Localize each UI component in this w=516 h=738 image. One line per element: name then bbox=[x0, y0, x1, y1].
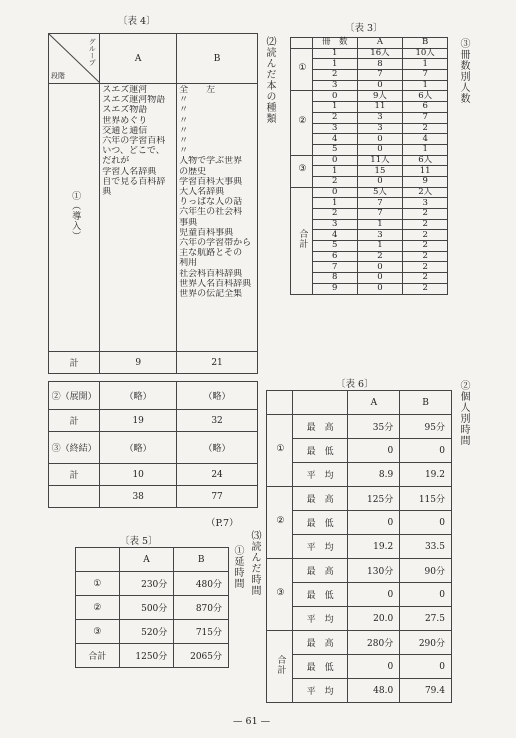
table5-cell: ② bbox=[76, 596, 120, 620]
table3-row bbox=[291, 251, 448, 262]
table3-cell: 1 bbox=[357, 241, 403, 252]
book-title-b: 児童百科事典 bbox=[179, 227, 234, 238]
table3-cell: 3 bbox=[357, 123, 403, 134]
table6-row bbox=[267, 655, 452, 679]
table6-cell: 19.2 bbox=[400, 463, 452, 487]
table3-cell: 1 bbox=[312, 48, 357, 59]
table4-grand-b: 77 bbox=[177, 486, 258, 508]
table3-caption: 〔表 3〕 bbox=[345, 23, 383, 34]
table3-cell: 1 bbox=[357, 219, 403, 230]
table6-cell: 最 高 bbox=[292, 631, 348, 655]
table4-row3-total bbox=[49, 464, 258, 486]
table3-cell: 2 bbox=[403, 283, 448, 294]
table5-cell: 520分 bbox=[119, 620, 174, 644]
book-title-a: 典 bbox=[102, 187, 112, 198]
table5-header-row bbox=[76, 548, 229, 572]
table6-cell: 0 bbox=[348, 439, 400, 463]
table6-cell: 27.5 bbox=[400, 607, 452, 631]
table3-group-label: ③ bbox=[291, 155, 313, 187]
table6-cell: 最 高 bbox=[292, 559, 348, 583]
table4-corner-cell bbox=[49, 34, 100, 84]
table3-books-count bbox=[290, 37, 448, 295]
book-title-b: 主な航路とその bbox=[179, 248, 243, 259]
table6-cell: 290分 bbox=[400, 631, 452, 655]
table6-cell: 0 bbox=[400, 655, 452, 679]
table3-cell: 5 bbox=[312, 241, 357, 252]
table4-grand-total bbox=[49, 486, 258, 508]
table6-cell: 平 均 bbox=[292, 535, 348, 559]
table6-row bbox=[267, 415, 452, 439]
table3-row bbox=[291, 283, 448, 294]
table4-grand-a: 38 bbox=[100, 486, 177, 508]
table3-cell: 7 bbox=[357, 209, 403, 220]
table3-cell: 0 bbox=[312, 91, 357, 102]
table3-cell: 2 bbox=[403, 230, 448, 241]
table6-row bbox=[267, 583, 452, 607]
table3-row bbox=[291, 209, 448, 220]
table4-row2-total-label: 計 bbox=[49, 410, 100, 432]
table6-cell: 79.4 bbox=[400, 679, 452, 703]
book-title-b: 世界人名百科辞典 bbox=[179, 278, 252, 289]
table6-cell: 最 低 bbox=[292, 439, 348, 463]
table3-cell: 11人 bbox=[357, 155, 403, 166]
table5-header-cell bbox=[76, 548, 120, 572]
table6-cell: 280分 bbox=[348, 631, 400, 655]
table3-cell: 3 bbox=[312, 80, 357, 91]
book-title-a: スエズ運河物語 bbox=[102, 95, 166, 106]
table3-cell: 11 bbox=[357, 102, 403, 113]
book-title-b: 六年の学習帯から bbox=[179, 238, 252, 249]
table4-row3-a: （略） bbox=[100, 432, 177, 464]
table6-cell: 0 bbox=[348, 655, 400, 679]
table5-cell: 2065分 bbox=[174, 644, 229, 668]
table3-cell: 2 bbox=[403, 219, 448, 230]
table6-cell: 平 均 bbox=[292, 679, 348, 703]
table3-header-cell: B bbox=[403, 38, 448, 49]
table6-cell: 90分 bbox=[400, 559, 452, 583]
table4-row-develop bbox=[49, 382, 258, 410]
table6-caption: 〔表 6〕 bbox=[336, 379, 374, 390]
book-title-b: 全 左 bbox=[179, 85, 216, 95]
table4-row3-label: ③（終結） bbox=[49, 432, 100, 464]
table3-cell: 2 bbox=[403, 123, 448, 134]
table3-cell: 2 bbox=[403, 262, 448, 273]
table3-cell: 1 bbox=[312, 198, 357, 209]
table6-cell: 33.5 bbox=[400, 535, 452, 559]
table3-group-label: ① bbox=[291, 48, 313, 91]
table5-header-cell: A bbox=[119, 548, 174, 572]
table6-header-cell bbox=[267, 391, 293, 415]
table3-cell: 2 bbox=[312, 209, 357, 220]
table3-cell: 4 bbox=[312, 230, 357, 241]
table3-cell: 2 bbox=[403, 273, 448, 284]
table3-cell: 6 bbox=[312, 251, 357, 262]
book-title-b: の歴史 bbox=[179, 166, 207, 177]
table3-row bbox=[291, 59, 448, 70]
table3-cell: 15 bbox=[357, 166, 403, 177]
table4-total-row bbox=[49, 352, 258, 374]
book-title-a: 自で見る百科辞 bbox=[102, 176, 166, 187]
table5-cell: ③ bbox=[76, 620, 120, 644]
table6-header-row bbox=[267, 391, 452, 415]
book-title-a: 学習人名辞典 bbox=[102, 166, 157, 177]
table3-cell: 6 bbox=[403, 102, 448, 113]
table3-corner bbox=[291, 38, 313, 49]
table6-cell: 130分 bbox=[348, 559, 400, 583]
table6-cell: 最 低 bbox=[292, 655, 348, 679]
table5-cell: 230分 bbox=[119, 572, 174, 596]
table6-cell: 最 高 bbox=[292, 487, 348, 511]
table4-row2-total-b: 32 bbox=[177, 410, 258, 432]
table3-row bbox=[291, 262, 448, 273]
table3-row bbox=[291, 187, 448, 198]
table5-cell: 合計 bbox=[76, 644, 120, 668]
book-title-a: いつ、どこで、 bbox=[102, 146, 165, 157]
table4-col-a: A bbox=[100, 34, 177, 84]
table5-row bbox=[76, 596, 229, 620]
table3-row bbox=[291, 166, 448, 177]
table6-cell: 0 bbox=[400, 439, 452, 463]
table6-cell: 35分 bbox=[348, 415, 400, 439]
table3-cell: 1 bbox=[403, 144, 448, 155]
book-title-a: 世界めぐり bbox=[102, 115, 148, 126]
table5-total-time bbox=[75, 547, 229, 668]
table4-row2-total bbox=[49, 410, 258, 432]
book-title-b: 〃 bbox=[179, 115, 189, 126]
table5-row bbox=[76, 620, 229, 644]
table4-row-conclude bbox=[49, 432, 258, 464]
table3-row bbox=[291, 241, 448, 252]
book-title-b: 世界の伝記全集 bbox=[179, 289, 243, 300]
table3-cell: 0 bbox=[357, 144, 403, 155]
corner-group-label: グループ bbox=[88, 38, 97, 66]
table6-group-label: 合計 bbox=[267, 631, 293, 703]
book-title-a: スエズ運河 bbox=[102, 85, 148, 95]
table4-row2-b: （略） bbox=[177, 382, 258, 410]
table3-cell: 2 bbox=[403, 251, 448, 262]
reading-time-label: ⑶読んだ時間 bbox=[249, 530, 260, 596]
table6-cell: 48.0 bbox=[348, 679, 400, 703]
book-title-b: 利用 bbox=[179, 258, 198, 269]
table6-cell: 最 低 bbox=[292, 583, 348, 607]
table6-individual-time bbox=[266, 390, 452, 703]
table3-cell: 8 bbox=[312, 273, 357, 284]
table6-header-cell: B bbox=[400, 391, 452, 415]
table3-cell: 3 bbox=[312, 219, 357, 230]
book-title-a: 交通と通信 bbox=[102, 125, 148, 136]
table3-cell: 3 bbox=[312, 123, 357, 134]
table3-cell: 5 bbox=[312, 144, 357, 155]
table5-cell: 870分 bbox=[174, 596, 229, 620]
table5-cell: 1250分 bbox=[119, 644, 174, 668]
book-title-b: 〃 bbox=[179, 125, 189, 136]
table4-col-b: B bbox=[177, 34, 258, 84]
book-title-b: 大人名辞典 bbox=[179, 187, 225, 198]
table4-total-a: 9 bbox=[100, 352, 177, 374]
table3-row bbox=[291, 219, 448, 230]
table3-row bbox=[291, 176, 448, 187]
table3-cell: 2人 bbox=[403, 187, 448, 198]
table4-grand-label bbox=[49, 486, 100, 508]
book-title-b: 六年生の社会科 bbox=[179, 207, 243, 218]
table3-cell: 9人 bbox=[357, 91, 403, 102]
table6-row bbox=[267, 607, 452, 631]
table3-cell: 5人 bbox=[357, 187, 403, 198]
table4-row1-b bbox=[177, 84, 258, 352]
table6-cell: 125分 bbox=[348, 487, 400, 511]
table4-book-kinds bbox=[48, 33, 258, 508]
table5-caption: 〔表 5〕 bbox=[120, 536, 158, 547]
table3-row bbox=[291, 134, 448, 145]
books-count-label: ③冊数別人数 bbox=[458, 38, 469, 104]
table3-row bbox=[291, 70, 448, 81]
table6-header-cell: A bbox=[348, 391, 400, 415]
table3-cell: 1 bbox=[403, 59, 448, 70]
table3-header-cell: 冊 数 bbox=[312, 38, 357, 49]
table3-cell: 2 bbox=[312, 112, 357, 123]
table3-header-cell: A bbox=[357, 38, 403, 49]
book-title-b: りっぱな人の話 bbox=[179, 197, 243, 208]
page-number: — 61 — bbox=[233, 716, 271, 727]
table3-row bbox=[291, 144, 448, 155]
table4-row1-a bbox=[100, 84, 177, 352]
table6-group-label: ② bbox=[267, 487, 293, 559]
table6-row bbox=[267, 631, 452, 655]
table6-cell: 0 bbox=[400, 583, 452, 607]
table5-row bbox=[76, 572, 229, 596]
table3-cell: 2 bbox=[403, 209, 448, 220]
table3-row bbox=[291, 273, 448, 284]
table3-cell: 1 bbox=[312, 59, 357, 70]
table3-cell: 1 bbox=[403, 80, 448, 91]
table6-cell: 8.9 bbox=[348, 463, 400, 487]
table3-row bbox=[291, 198, 448, 209]
table6-header-cell bbox=[292, 391, 348, 415]
table3-row bbox=[291, 230, 448, 241]
table4-caption: 〔表 4〕 bbox=[118, 16, 156, 27]
book-title-b: 事典 bbox=[179, 217, 198, 228]
table4-total-b: 21 bbox=[177, 352, 258, 374]
table3-cell: 9 bbox=[312, 283, 357, 294]
table4-row-intro bbox=[49, 84, 258, 352]
table3-cell: 11 bbox=[403, 166, 448, 177]
table4-row2-label: ②（展開） bbox=[49, 382, 100, 410]
table3-row bbox=[291, 91, 448, 102]
table4-row3-total-label: 計 bbox=[49, 464, 100, 486]
table4-row3-b: （略） bbox=[177, 432, 258, 464]
table6-cell: 最 低 bbox=[292, 511, 348, 535]
table3-cell: 7 bbox=[403, 112, 448, 123]
book-title-b: 社会科百科辞典 bbox=[179, 268, 243, 279]
corner-stage-label: 段階 bbox=[51, 72, 65, 80]
page-reference: （P.7） bbox=[206, 518, 239, 529]
table6-cell: 平 均 bbox=[292, 463, 348, 487]
table6-cell: 最 高 bbox=[292, 415, 348, 439]
table6-cell: 95分 bbox=[400, 415, 452, 439]
table3-cell: 7 bbox=[312, 262, 357, 273]
books-kinds-label: ⑵読んだ本の種類 bbox=[264, 36, 275, 124]
table3-cell: 0 bbox=[357, 134, 403, 145]
table6-cell: 115分 bbox=[400, 487, 452, 511]
table3-cell: 3 bbox=[357, 112, 403, 123]
table3-cell: 4 bbox=[312, 134, 357, 145]
table4-row3-total-a: 10 bbox=[100, 464, 177, 486]
table3-row bbox=[291, 48, 448, 59]
table3-cell: 9 bbox=[403, 176, 448, 187]
table6-row bbox=[267, 463, 452, 487]
individual-time-label: ②個人別時間 bbox=[458, 380, 469, 446]
table4-row3-total-b: 24 bbox=[177, 464, 258, 486]
table3-cell: 2 bbox=[312, 70, 357, 81]
table5-header-cell: B bbox=[174, 548, 229, 572]
table3-cell: 7 bbox=[357, 70, 403, 81]
table3-cell: 6人 bbox=[403, 91, 448, 102]
book-title-b: 〃 bbox=[179, 105, 189, 116]
table6-row bbox=[267, 439, 452, 463]
table4-total-label: 計 bbox=[49, 352, 100, 374]
table4-header-row bbox=[49, 34, 258, 84]
table3-cell: 6人 bbox=[403, 155, 448, 166]
book-title-b: 人物で学ぶ世界 bbox=[179, 156, 243, 167]
book-title-a: だれが bbox=[102, 156, 130, 167]
table6-row bbox=[267, 559, 452, 583]
table5-cell: ① bbox=[76, 572, 120, 596]
table6-cell: 平 均 bbox=[292, 607, 348, 631]
table6-cell: 19.2 bbox=[348, 535, 400, 559]
table3-cell: 1 bbox=[312, 166, 357, 177]
table3-cell: 0 bbox=[357, 262, 403, 273]
table3-header-row bbox=[291, 38, 448, 49]
table6-cell: 0 bbox=[348, 583, 400, 607]
table3-cell: 4 bbox=[403, 134, 448, 145]
table3-cell: 0 bbox=[357, 176, 403, 187]
table3-row bbox=[291, 102, 448, 113]
table6-cell: 0 bbox=[400, 511, 452, 535]
table6-row bbox=[267, 679, 452, 703]
table6-cell: 0 bbox=[348, 511, 400, 535]
table3-group-label: 合計 bbox=[291, 187, 313, 294]
table3-cell: 0 bbox=[312, 155, 357, 166]
book-title-b: 学習百科大事典 bbox=[179, 176, 243, 187]
table3-cell: 2 bbox=[403, 241, 448, 252]
table3-cell: 7 bbox=[403, 70, 448, 81]
table5-row bbox=[76, 644, 229, 668]
table3-row bbox=[291, 80, 448, 91]
table3-cell: 0 bbox=[357, 273, 403, 284]
table5-cell: 480分 bbox=[174, 572, 229, 596]
table3-row bbox=[291, 123, 448, 134]
book-title-b: 〃 bbox=[179, 146, 189, 157]
table3-cell: 8 bbox=[357, 59, 403, 70]
table6-row bbox=[267, 487, 452, 511]
total-time-label: ①延時間 bbox=[232, 545, 243, 589]
table4-row2-a: （略） bbox=[100, 382, 177, 410]
table6-group-label: ① bbox=[267, 415, 293, 487]
table3-cell: 0 bbox=[357, 80, 403, 91]
table3-cell: 3 bbox=[403, 198, 448, 209]
table6-row bbox=[267, 511, 452, 535]
table5-cell: 715分 bbox=[174, 620, 229, 644]
table4-row1-label: ①（導入） bbox=[49, 84, 100, 352]
table3-cell: 7 bbox=[357, 198, 403, 209]
table3-group-label: ② bbox=[291, 91, 313, 155]
table6-cell: 20.0 bbox=[348, 607, 400, 631]
table3-row bbox=[291, 155, 448, 166]
table3-row bbox=[291, 112, 448, 123]
book-title-b: 〃 bbox=[179, 136, 189, 147]
table3-cell: 3 bbox=[357, 230, 403, 241]
book-title-a: スエズ物語 bbox=[102, 105, 148, 116]
table5-cell: 500分 bbox=[119, 596, 174, 620]
table3-cell: 1 bbox=[312, 102, 357, 113]
table3-cell: 2 bbox=[357, 251, 403, 262]
book-title-a: 六年の学習百科 bbox=[102, 136, 166, 147]
table6-group-label: ③ bbox=[267, 559, 293, 631]
table3-cell: 0 bbox=[312, 187, 357, 198]
book-title-b: 〃 bbox=[179, 95, 189, 106]
table3-cell: 10人 bbox=[403, 48, 448, 59]
table3-cell: 2 bbox=[312, 176, 357, 187]
table6-row bbox=[267, 535, 452, 559]
table3-cell: 0 bbox=[357, 283, 403, 294]
table3-cell: 16人 bbox=[357, 48, 403, 59]
table4-row2-total-a: 19 bbox=[100, 410, 177, 432]
